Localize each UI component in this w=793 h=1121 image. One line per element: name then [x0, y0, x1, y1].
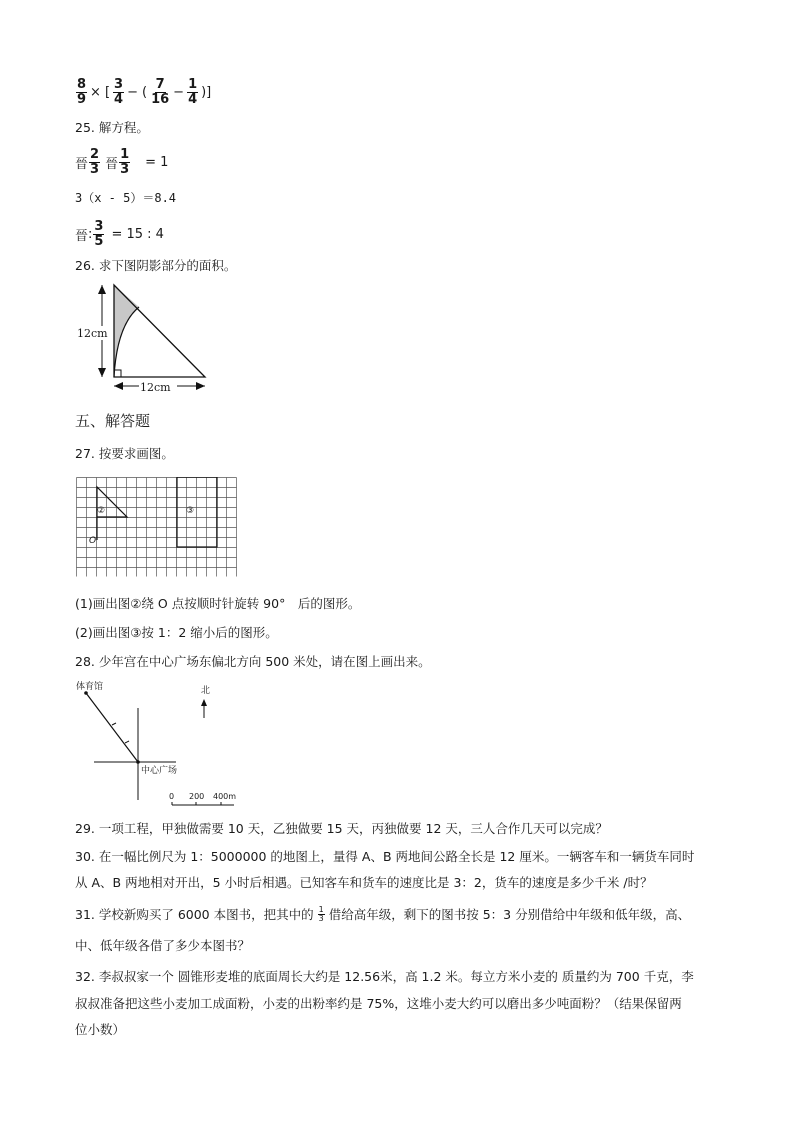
fraction: $\frac{2}{3}$	[90, 147, 100, 177]
q25-equation-2: 3（x - 5）＝8.4	[75, 191, 177, 205]
bottom-length-label: 12cm	[140, 381, 171, 394]
scale-label-0: 0	[169, 792, 175, 801]
q27-part-2: (2)画出图③按 1：2 缩小后的图形。	[75, 625, 278, 640]
scale-label-400: 400m	[213, 792, 237, 801]
north-arrow-icon	[201, 699, 207, 706]
q30-line-1: 30. 在一幅比例尺为 1：5000000 的地图上，量得 A、B 两地间公路全长是 12 厘米。一辆客车和一辆货车同时	[75, 849, 695, 864]
right-angle-mark	[114, 370, 121, 377]
distance-tick	[125, 741, 129, 743]
q30-line-2: 从 A、B 两地相对开出，5 小时后相遇。已知客车和货车的速度比是 3：2，货车的速度是多少千米 /时？	[75, 875, 653, 890]
fraction: $\frac{8}{9}$	[77, 77, 87, 107]
shape-2-label: ②	[97, 506, 106, 516]
q25-equation-3: 晉 : $\frac{3}{5}$ = 15 : 4	[75, 219, 164, 249]
fraction: $\frac{1}{3}$	[120, 147, 130, 177]
distance-tick	[112, 723, 116, 725]
gym-direction-line	[86, 693, 138, 762]
q31-line-2: 中、低年级各借了多少本图书？	[75, 938, 251, 953]
section-heading: 五、解答题	[75, 412, 151, 430]
fraction: $\frac{7}{16}$	[151, 77, 170, 107]
scale-label-200: 200	[189, 792, 205, 801]
arrow-right-icon	[196, 382, 205, 390]
arrow-up-icon	[98, 285, 106, 294]
fraction: $\frac{1}{3}$	[318, 905, 324, 923]
q27-title: 27. 按要求画图。	[75, 446, 174, 461]
arrow-down-icon	[98, 368, 106, 377]
north-label: 北	[201, 686, 211, 696]
q31-line-1: 31. 学校新购买了 6000 本图书，把其中的 $\frac{1}{3}$ 借给高年级，剩下的图书按 5：3 分别借给中年级和低年级，高、	[75, 905, 691, 923]
q25-title: 25. 解方程。	[75, 120, 149, 135]
right-triangle	[114, 285, 205, 377]
q32-line-3: 位小数）	[75, 1022, 126, 1037]
grid-lines	[77, 478, 237, 577]
q28-title: 28. 少年宫在中心广场东偏北方向 500 米处，请在图上画出来。	[75, 654, 431, 669]
shaded-region	[114, 285, 139, 377]
point-o-label: O	[89, 536, 97, 546]
drawing-grid	[76, 477, 238, 577]
direction-map	[76, 678, 246, 810]
center-point	[136, 760, 140, 764]
q26-title: 26. 求下图阴影部分的面积。	[75, 258, 237, 273]
fraction: $\frac{3}{5}$	[94, 219, 104, 249]
shape-3-label: ③	[186, 506, 195, 516]
q24-expression: $\frac{8}{9}$ × [ $\frac{3}{4}$ − ( $\frac{7}{16}$ − $\frac{1}{4}$ )]	[77, 77, 212, 107]
fraction: $\frac{1}{4}$	[188, 77, 198, 107]
q29-text: 29. 一项工程，甲独做需要 10 天，乙独做要 15 天，丙独做要 12 天，三人合作几天可以完成？	[75, 821, 608, 836]
arrow-left-icon	[114, 382, 123, 390]
q32-line-1: 32. 李叔叔家一个 圆锥形麦堆的底面周长大约是 12.56米，高 1.2 米。每立方米小麦的 质量约为 700 千克，李	[75, 969, 694, 984]
center-square-label: 中心广场	[141, 766, 178, 776]
q27-part-1: (1)画出图②绕 O 点按顺时针旋转 90° 后的图形。	[75, 596, 361, 611]
q25-equation-1: 晉 $\frac{2}{3}$ 晉 $\frac{1}{3}$ = 1	[75, 147, 169, 177]
fraction: $\frac{3}{4}$	[114, 77, 124, 107]
q32-line-2: 叔叔准备把这些小麦加工成面粉，小麦的出粉率约是 75%，这堆小麦大约可以磨出多少吨面粉？（结果保留两	[75, 996, 682, 1011]
gym-label: 体育馆	[76, 682, 104, 692]
left-length-label: 12cm	[77, 327, 108, 340]
